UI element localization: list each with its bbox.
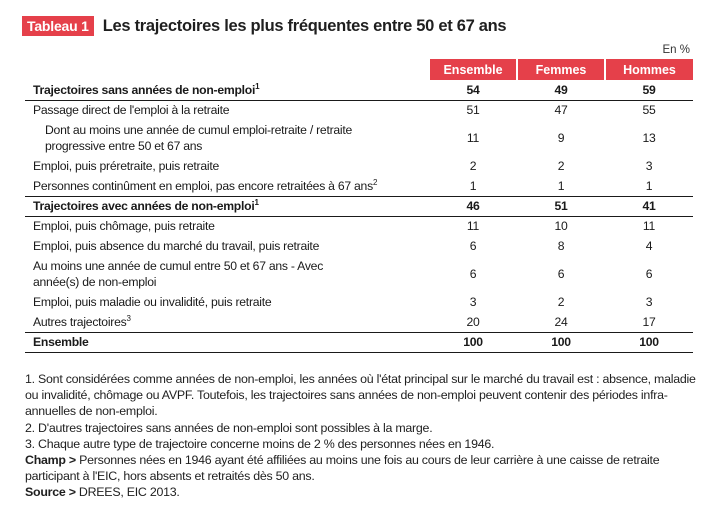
unit-label: En % — [662, 44, 690, 56]
cell-femmes: 100 — [517, 332, 605, 352]
table-row — [25, 312, 693, 332]
row-label: Ensemble — [25, 332, 429, 352]
cell-hommes: 3 — [645, 159, 653, 173]
row-label: Trajectoires avec années de non-emploi$^1$ — [25, 196, 429, 216]
title-row — [22, 15, 506, 37]
cell-ensemble: 2 — [469, 159, 477, 173]
table-row — [25, 176, 693, 196]
cell-hommes: 1 — [645, 178, 653, 193]
cell-femmes: 47 — [554, 103, 568, 118]
row-label: Emploi, puis chômage, puis retraite — [33, 219, 215, 234]
col-header-hommes: Hommes — [605, 59, 693, 80]
row-label: Passage direct de l'emploi à la retraite — [33, 103, 230, 118]
cell-hommes: 3 — [645, 295, 653, 309]
source-text: DREES, EIC 2013. — [78, 485, 180, 500]
champ-label: Champ > — [25, 453, 76, 468]
row-label: Emploi, puis préretraite, puis retraite — [33, 159, 220, 173]
cell-hommes: 4 — [645, 239, 653, 253]
cell-ensemble: 46 — [429, 196, 517, 216]
cell-ensemble: 54 — [429, 80, 517, 100]
table-title: Les trajectoires les plus fréquentes entre 50 et 67 ans — [102, 16, 507, 35]
cell-hommes: 100 — [605, 332, 693, 352]
table-row — [25, 292, 693, 312]
row-label: Personnes continûment en emploi, pas encore retraitées à 67 ans$^2$ — [33, 177, 378, 193]
table-row — [25, 216, 693, 236]
table-row — [25, 80, 693, 100]
footnote-3: 3. Chaque autre type de trajectoire concerne moins de 2 % des personnes nées en 1946. — [25, 436, 495, 451]
cell-ensemble: 51 — [466, 103, 480, 118]
source-label: Source > — [25, 485, 76, 500]
row-label: Dont au moins une année de cumul emploi-retraite / retraite progressive entre 50 et 67 ans — [45, 123, 353, 153]
cell-ensemble: 3 — [469, 295, 477, 309]
cell-hommes: 55 — [642, 103, 656, 118]
cell-ensemble: 1 — [469, 178, 477, 193]
cell-hommes: 17 — [605, 312, 693, 332]
table-row-total — [25, 332, 693, 352]
cell-femmes: 8 — [557, 239, 565, 253]
cell-hommes: 13 — [642, 131, 656, 145]
footnote-1: 1. Sont considérées comme années de non-emploi, les années où l'état principal sur le marché du travail est : absence, maladie ou invalidité, chômage ou AVPF. Toutefois, les trajectoires sans années de non-emploi peuvent contenir des périodes infra-annuelles de non-emploi. — [25, 372, 696, 419]
header-row — [25, 59, 693, 80]
cell-ensemble: 11 — [466, 219, 480, 234]
cell-femmes: 2 — [557, 295, 565, 309]
col-header-femmes: Femmes — [517, 59, 605, 80]
cell-ensemble: 6 — [469, 239, 477, 253]
champ-note — [25, 452, 700, 484]
row-label: Au moins une année de cumul entre 50 et 67 ans - Avec année(s) de non-emploi — [33, 259, 324, 289]
cell-femmes: 10 — [554, 219, 568, 234]
footnotes — [25, 371, 700, 501]
table-tag: Tableau 1 — [22, 16, 94, 36]
table-row — [25, 196, 693, 216]
table-row — [25, 156, 693, 176]
col-header-ensemble: Ensemble — [429, 59, 517, 80]
source-note — [25, 484, 700, 500]
cell-femmes: 51 — [517, 196, 605, 216]
header-empty-cell — [25, 59, 429, 80]
row-label: Trajectoires sans années de non-emploi$^1$ — [25, 80, 429, 100]
cell-femmes: 24 — [517, 312, 605, 332]
table-row — [25, 236, 693, 256]
cell-hommes: 6 — [645, 267, 653, 281]
table-row — [25, 120, 693, 156]
cell-ensemble: 100 — [429, 332, 517, 352]
table-row — [25, 256, 693, 292]
footnote-2: 2. D'autres trajectoires sans années de non-emploi sont possibles à la marge. — [25, 420, 433, 435]
cell-femmes: 6 — [557, 267, 565, 281]
cell-ensemble: 11 — [466, 131, 480, 145]
champ-text: Personnes nées en 1946 ayant été affiliées au moins une fois au cours de leur carrière à une caisse de retraite participant à l'EIC, hors absents et retraités dès 50 ans. — [25, 453, 660, 484]
cell-hommes: 41 — [605, 196, 693, 216]
cell-ensemble: 6 — [469, 267, 477, 281]
row-label: Autres trajectoires$^3$ — [25, 312, 429, 332]
cell-femmes: 9 — [557, 131, 565, 145]
cell-hommes: 11 — [642, 219, 656, 234]
cell-femmes: 2 — [557, 159, 565, 173]
cell-hommes: 59 — [605, 80, 693, 100]
table-row — [25, 100, 693, 120]
row-label: Emploi, puis maladie ou invalidité, puis retraite — [33, 295, 272, 309]
cell-femmes: 49 — [517, 80, 605, 100]
cell-femmes: 1 — [557, 178, 565, 193]
cell-ensemble: 20 — [429, 312, 517, 332]
row-label: Emploi, puis absence du marché du travail, puis retraite — [33, 239, 320, 253]
data-table — [25, 59, 693, 353]
